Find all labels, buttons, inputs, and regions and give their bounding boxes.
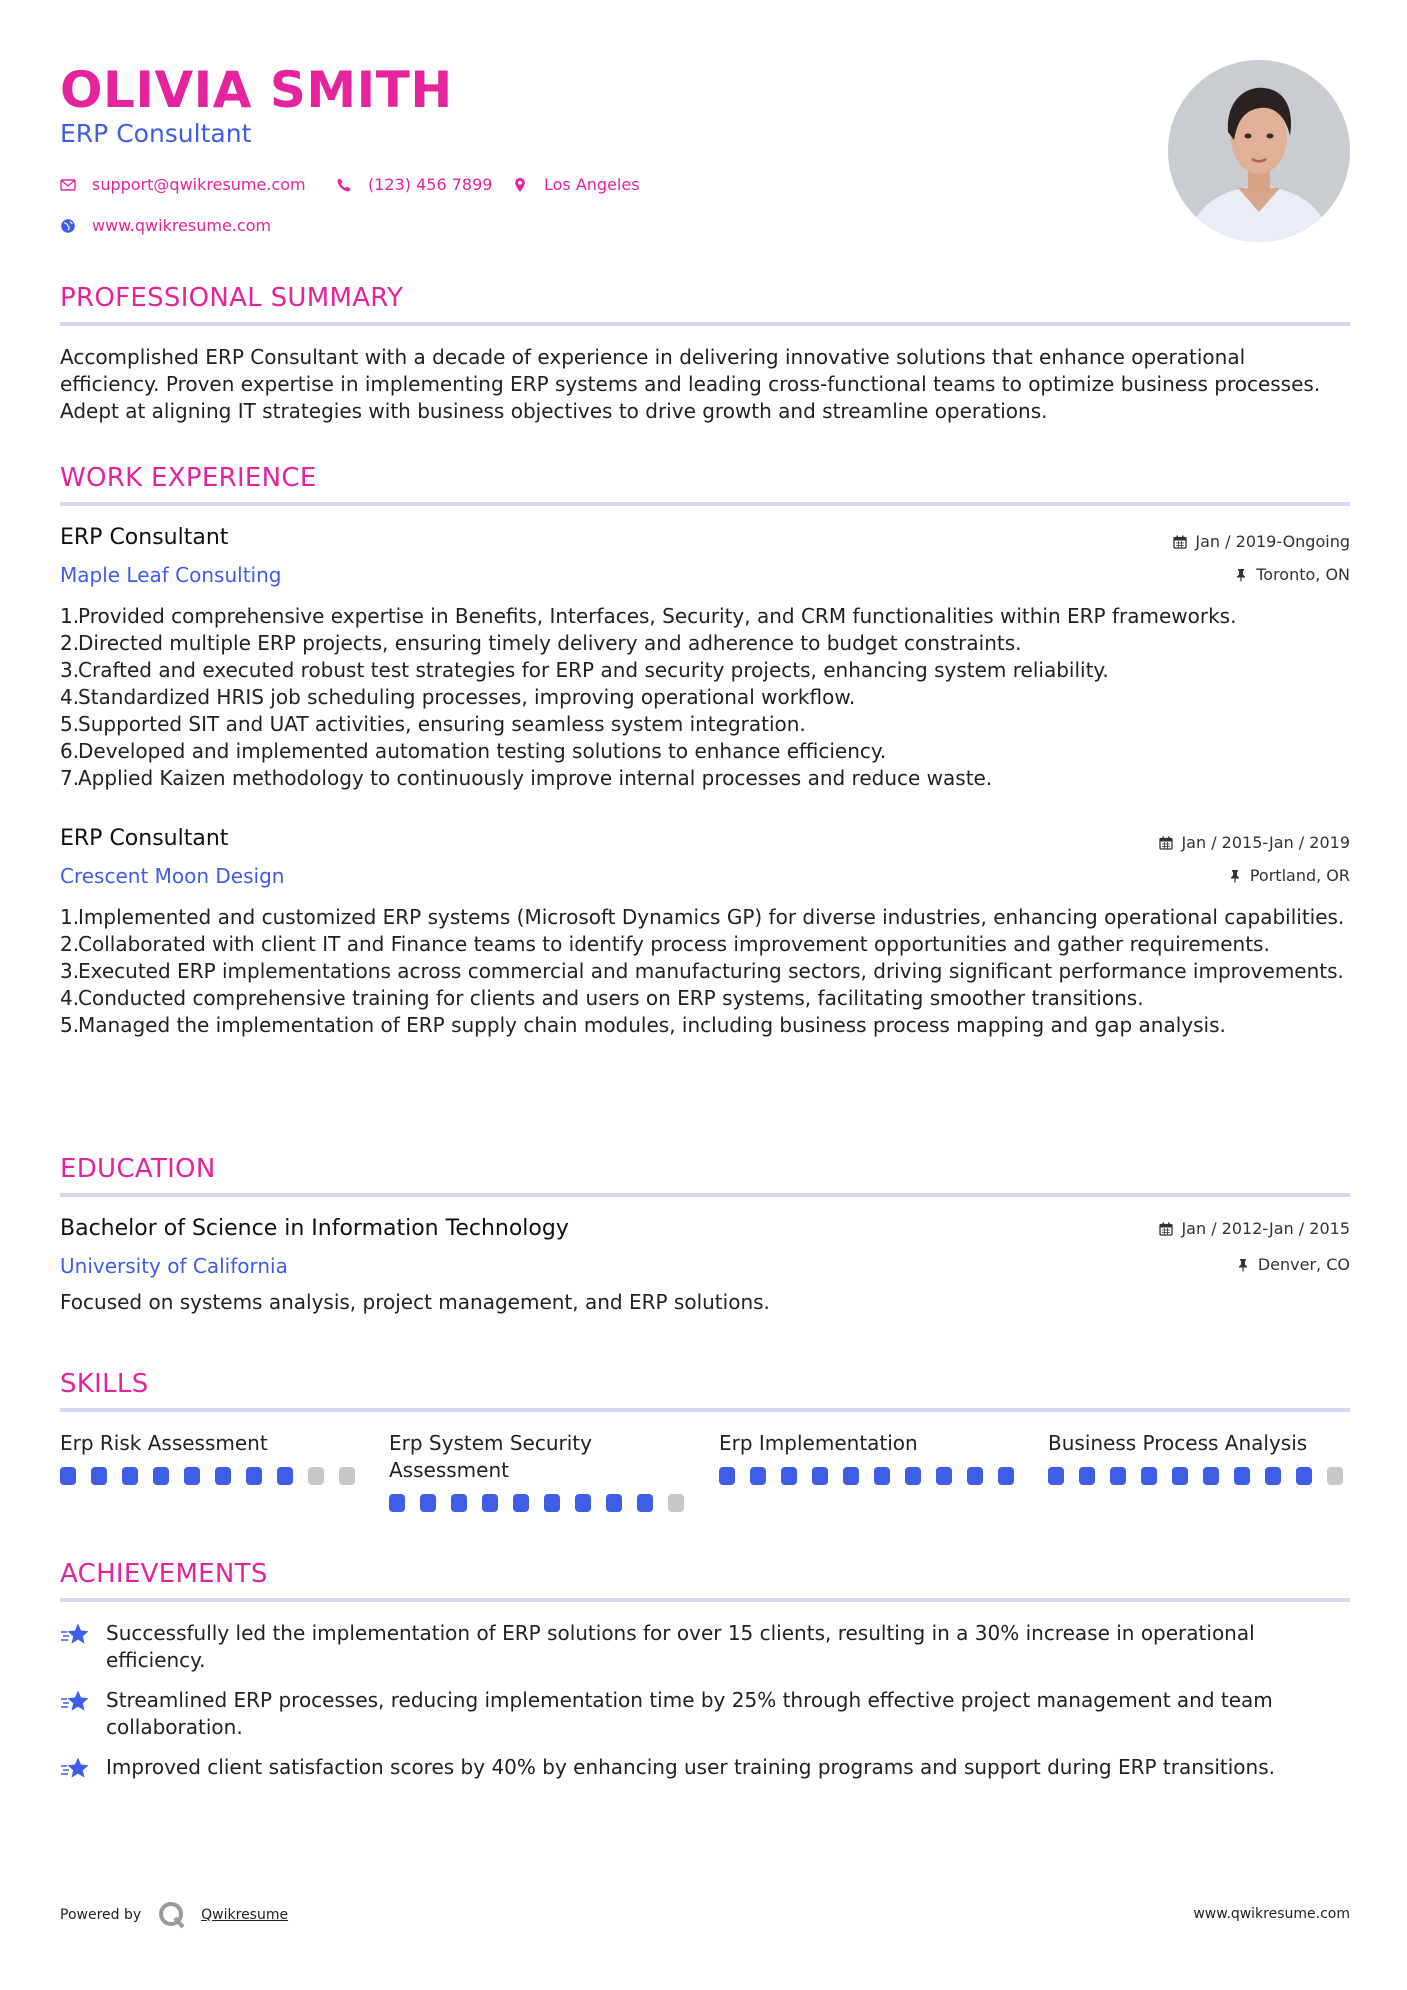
- skill-name: Erp Implementation: [719, 1431, 918, 1455]
- rating-dot-filled: [482, 1494, 498, 1512]
- skill-item: [1048, 1430, 1348, 1485]
- rating-dot-filled: [1172, 1467, 1188, 1485]
- rating-dot-filled: [1296, 1467, 1312, 1485]
- rating-dot-filled: [1141, 1467, 1157, 1485]
- job-location-text: Portland, OR: [1249, 866, 1350, 885]
- list-item: 4. Standardized HRIS job scheduling processes, improving operational workflow.: [60, 685, 856, 709]
- list-item: 4. Conducted comprehensive training for clients and users on ERP systems, facilitating smoother transitions.: [60, 986, 1144, 1010]
- job-dates: [1173, 531, 1350, 553]
- job-title: ERP Consultant: [60, 826, 229, 851]
- rating-dot-filled: [60, 1467, 76, 1485]
- list-item: 2. Collaborated with client IT and Finance teams to identify process improvement opportunities and gather requirements.: [60, 932, 1270, 956]
- globe-icon: [60, 218, 76, 234]
- rating-dot-filled: [1110, 1467, 1126, 1485]
- rating-dot-filled: [575, 1494, 591, 1512]
- skills-heading: SKILLS: [60, 1369, 149, 1399]
- location-text: Los Angeles: [544, 175, 640, 194]
- list-item: 3. Crafted and executed robust test strategies for ERP and security projects, enhancing system reliability.: [60, 658, 1109, 682]
- education-divider: [60, 1193, 1350, 1197]
- education-location: [1236, 1254, 1350, 1276]
- list-item: 1. Provided comprehensive expertise in Benefits, Interfaces, Security, and CRM functionalities within ERP frameworks.: [60, 604, 1237, 628]
- job-location-text: Toronto, ON: [1256, 565, 1350, 584]
- list-item: 2. Directed multiple ERP projects, ensuring timely delivery and adherence to budget constraints.: [60, 631, 1022, 655]
- contact-email[interactable]: [60, 174, 306, 196]
- pushpin-icon: [1228, 869, 1242, 883]
- experience-divider: [60, 502, 1350, 506]
- achievements-heading: ACHIEVEMENTS: [60, 1559, 268, 1589]
- rating-dot-filled: [122, 1467, 138, 1485]
- skill-name: Erp Risk Assessment: [60, 1431, 268, 1455]
- rating-dot-filled: [153, 1467, 169, 1485]
- candidate-name: OLIVIA SMITH: [60, 61, 453, 119]
- list-item: 5. Managed the implementation of ERP supply chain modules, including business process mapping and gap analysis.: [60, 1013, 1226, 1037]
- skill-rating: [60, 1467, 360, 1485]
- skill-rating: [1048, 1467, 1348, 1485]
- skill-name: Business Process Analysis: [1048, 1431, 1308, 1455]
- rating-dot-filled: [874, 1467, 890, 1485]
- star-icon: [60, 1622, 90, 1648]
- rating-dot-filled: [1203, 1467, 1219, 1485]
- school-name: University of California: [60, 1254, 288, 1278]
- phone-text: (123) 456 7899: [368, 175, 493, 194]
- job-duties-list: [60, 603, 1350, 792]
- list-item: 3. Executed ERP implementations across commercial and manufacturing sectors, driving significant performance improvements.: [60, 959, 1344, 983]
- list-item: 5. Supported SIT and UAT activities, ensuring seamless system integration.: [60, 712, 806, 736]
- rating-dot-empty: [308, 1467, 324, 1485]
- job-location: [1234, 564, 1350, 586]
- contact-phone[interactable]: [336, 174, 492, 196]
- job-dates: [1159, 832, 1350, 854]
- star-icon: [60, 1689, 90, 1715]
- education-heading: EDUCATION: [60, 1154, 216, 1184]
- rating-dot-filled: [936, 1467, 952, 1485]
- rating-dot-filled: [215, 1467, 231, 1485]
- rating-dot-filled: [843, 1467, 859, 1485]
- calendar-icon: [1159, 836, 1173, 850]
- job-dates-text: Jan / 2015-Jan / 2019: [1181, 833, 1350, 852]
- education-location-text: Denver, CO: [1257, 1255, 1350, 1274]
- rating-dot-filled: [1265, 1467, 1281, 1485]
- skill-name: Erp System Security Assessment: [389, 1431, 592, 1482]
- rating-dot-filled: [750, 1467, 766, 1485]
- rating-dot-empty: [668, 1494, 684, 1512]
- rating-dot-filled: [389, 1494, 405, 1512]
- summary-divider: [60, 322, 1350, 326]
- email-text: support@qwikresume.com: [92, 175, 306, 194]
- rating-dot-filled: [719, 1467, 735, 1485]
- map-pin-icon: [512, 177, 528, 193]
- achievement-text: Streamlined ERP processes, reducing implementation time by 25% through effective project management and team collaboration.: [106, 1688, 1273, 1739]
- education-description: Focused on systems analysis, project management, and ERP solutions.: [60, 1290, 770, 1314]
- profile-photo: [1168, 60, 1350, 242]
- achievement-item: [60, 1754, 1350, 1782]
- job-company: Crescent Moon Design: [60, 864, 285, 888]
- footer-powered-by: [60, 1900, 288, 1930]
- rating-dot-filled: [781, 1467, 797, 1485]
- experience-heading: WORK EXPERIENCE: [60, 463, 317, 493]
- skill-item: [389, 1430, 689, 1512]
- rating-dot-filled: [998, 1467, 1014, 1485]
- achievement-item: [60, 1687, 1350, 1741]
- degree-title: Bachelor of Science in Information Technology: [60, 1216, 569, 1241]
- pushpin-icon: [1236, 1258, 1250, 1272]
- powered-by-label: Powered by: [60, 1907, 142, 1923]
- achievement-item: [60, 1620, 1350, 1674]
- list-item: 6. Developed and implemented automation testing solutions to enhance efficiency.: [60, 739, 887, 763]
- summary-heading: PROFESSIONAL SUMMARY: [60, 283, 404, 313]
- education-dates: [1159, 1218, 1350, 1240]
- pushpin-icon: [1234, 568, 1248, 582]
- rating-dot-filled: [905, 1467, 921, 1485]
- contact-location: [512, 174, 640, 196]
- qwikresume-logo-icon: [157, 1900, 187, 1930]
- rating-dot-filled: [1079, 1467, 1095, 1485]
- rating-dot-empty: [1327, 1467, 1343, 1485]
- rating-dot-filled: [812, 1467, 828, 1485]
- calendar-icon: [1173, 535, 1187, 549]
- job-dates-text: Jan / 2019-Ongoing: [1195, 532, 1350, 551]
- website-text: www.qwikresume.com: [92, 216, 272, 235]
- rating-dot-filled: [451, 1494, 467, 1512]
- achievements-divider: [60, 1598, 1350, 1602]
- job-location: [1228, 865, 1350, 887]
- achievement-text: Improved client satisfaction scores by 40% by enhancing user training programs and support during ERP transitions.: [106, 1755, 1275, 1779]
- job-company: Maple Leaf Consulting: [60, 563, 282, 587]
- rating-dot-filled: [967, 1467, 983, 1485]
- rating-dot-filled: [1234, 1467, 1250, 1485]
- calendar-icon: [1159, 1222, 1173, 1236]
- rating-dot-filled: [91, 1467, 107, 1485]
- skill-item: [60, 1430, 360, 1485]
- rating-dot-filled: [184, 1467, 200, 1485]
- skills-divider: [60, 1408, 1350, 1412]
- rating-dot-filled: [637, 1494, 653, 1512]
- education-dates-text: Jan / 2012-Jan / 2015: [1181, 1219, 1350, 1238]
- job-duties-list: [60, 904, 1350, 1039]
- rating-dot-filled: [277, 1467, 293, 1485]
- contact-website[interactable]: [60, 215, 271, 237]
- skill-item: [719, 1430, 1019, 1485]
- candidate-role: ERP Consultant: [60, 119, 252, 148]
- list-item: 1. Implemented and customized ERP systems (Microsoft Dynamics GP) for diverse industries, enhancing operational capabilities.: [60, 905, 1345, 929]
- achievement-text: Successfully led the implementation of ERP solutions for over 15 clients, resulting in a 30% increase in operational efficiency.: [106, 1621, 1255, 1672]
- rating-dot-filled: [420, 1494, 436, 1512]
- list-item: 7. Applied Kaizen methodology to continuously improve internal processes and reduce waste.: [60, 766, 993, 790]
- summary-text: Accomplished ERP Consultant with a decade of experience in delivering innovative solutions that enhance operational efficiency. Proven expertise in implementing ERP systems and leading cross-functional teams to optimize business processes. Adept at aligning IT strategies with business objectives to drive growth and streamline operations.: [60, 345, 1321, 423]
- star-icon: [60, 1756, 90, 1782]
- skill-rating: [389, 1494, 689, 1512]
- rating-dot-filled: [544, 1494, 560, 1512]
- rating-dot-filled: [606, 1494, 622, 1512]
- envelope-icon: [60, 177, 76, 193]
- phone-icon: [336, 177, 352, 193]
- rating-dot-filled: [246, 1467, 262, 1485]
- brand-link[interactable]: Qwikresume: [201, 1907, 289, 1923]
- rating-dot-filled: [1048, 1467, 1064, 1485]
- footer-website[interactable]: www.qwikresume.com: [1193, 1906, 1350, 1922]
- rating-dot-filled: [513, 1494, 529, 1512]
- job-title: ERP Consultant: [60, 525, 229, 550]
- rating-dot-empty: [339, 1467, 355, 1485]
- skill-rating: [719, 1467, 1019, 1485]
